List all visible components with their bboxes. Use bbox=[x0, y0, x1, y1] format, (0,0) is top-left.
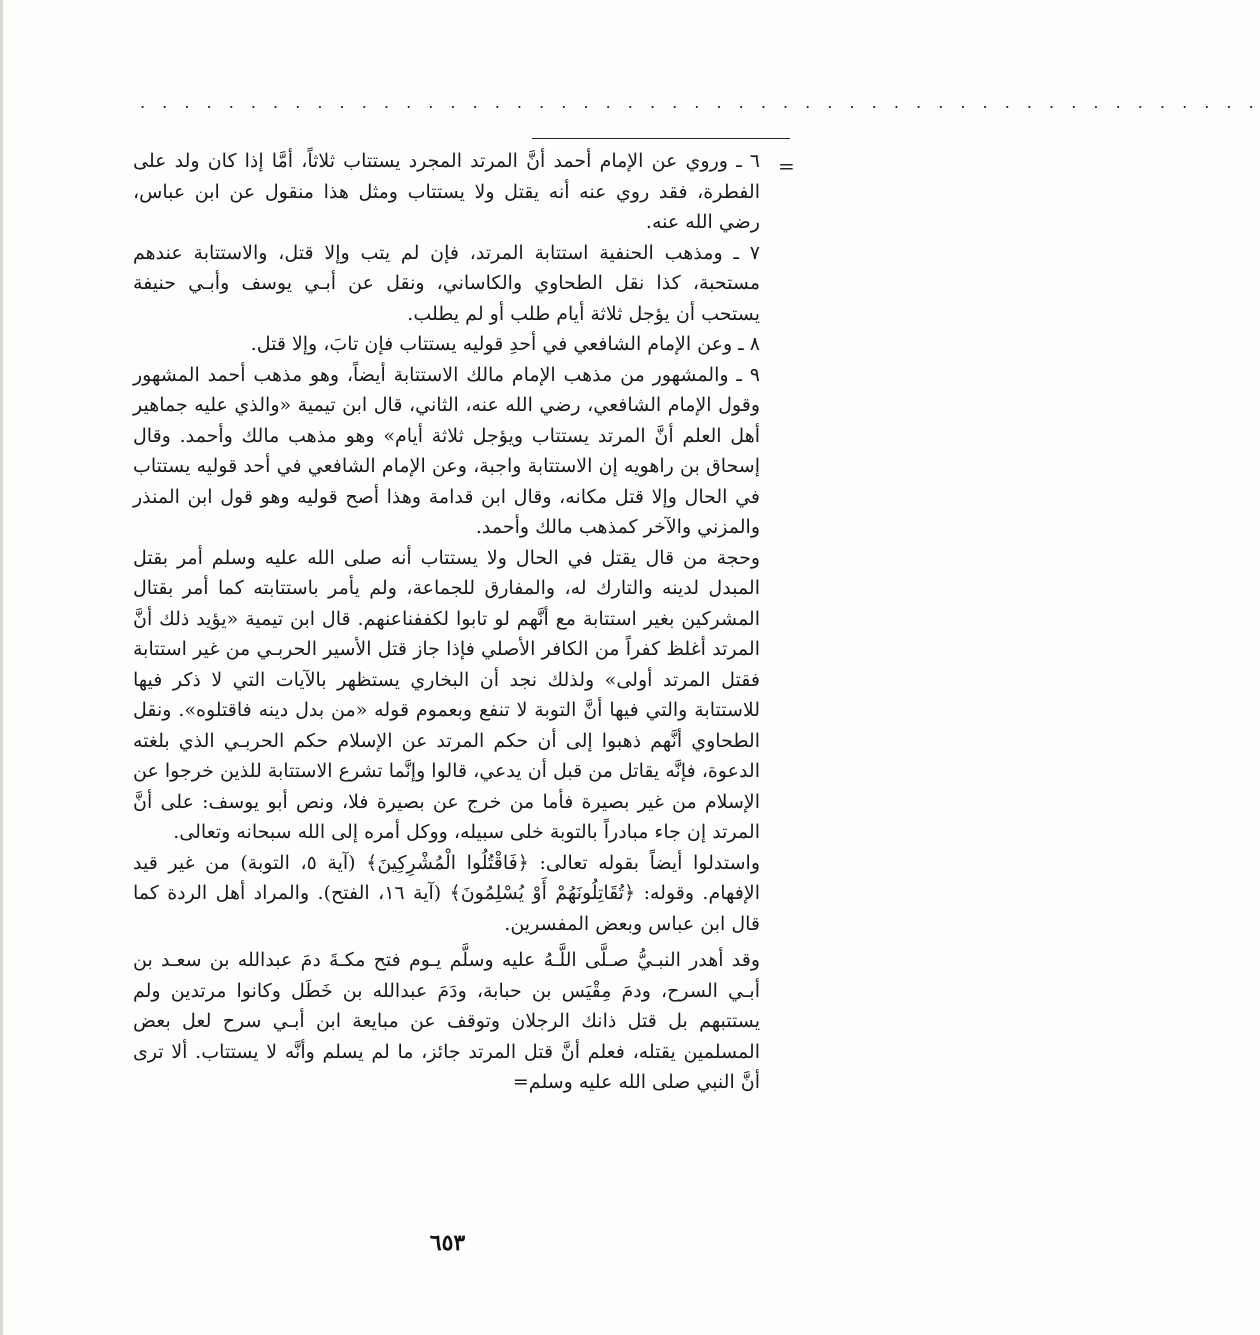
footnote-text bbox=[133, 146, 760, 1098]
dotted-separator: . . . . . . . . . . . . . . . . . . . . . . . . . . . . . . . . . . . . . . . . . . . . . . . . . . . bbox=[140, 93, 1260, 112]
paragraph-8: ٨ ـ وعن الإمام الشافعي في أحدِ قوليه يستتاب فإن تابَ، وإلا قتل. bbox=[250, 333, 760, 355]
footnote-rule bbox=[532, 138, 790, 139]
paragraph-verses: واستدلوا أيضاً بقوله تعالى: ﴿فَاقْتُلُوا الْمُشْرِكِينَ﴾ (آية ٥، التوبة) من غير قيد الإفهام. وقوله: ﴿تُقَاتِلُونَهُمْ أَوْ يُسْلِمُونَ﴾ (آية ١٦، الفتح). والمراد أهل الردة كما قال ابن عباس وبعض المفسرين. bbox=[133, 851, 760, 935]
paragraph-6: ٦ ـ وروي عن الإمام أحمد أنَّ المرتد المجرد يستتاب ثلاثاً، أمَّا إذا كان ولد على الفطرة، فقد روي عنه أنه يقتل ولا يستتاب ومثل هذا منقول عن ابن عباس، رضي الله عنه. bbox=[133, 150, 760, 233]
paragraph-9: ٩ ـ والمشهور من مذهب الإمام مالك الاستتابة أيضاً، وهو مذهب أحمد المشهور وقول الإمام الشافعي، رضي الله عنه، الثاني، قال ابن تيمية «والذي عليه جماهير أهل العلم أنَّ المرتد يستتاب ويؤجل ثلاثة أيام» وهو مذهب مالك وأحمد. وقال إسحاق بن راهويه إن الاستتابة واجبة، وعن الإمام الشافعي في أحد قوليه يستتاب في الحال وإلا قتل مكانه، وقال ابن قدامة وهذا أصح قوليه وهو قول ابن المنذر والمزني والآخر كمذهب مالك وأحمد. bbox=[133, 363, 760, 538]
page-edge bbox=[0, 0, 3, 1335]
paragraph-argument: وحجة من قال يقتل في الحال ولا يستتاب أنه صلى الله عليه وسلم أمر بقتل المبدل لدينه والتارك له، والمفارق للجماعة، ولم يأمر باستتابته كما أمر بقتال المشركين بغير استتابة مع أنَّهم لو تابوا لكففناعنهم. قال ابن تيمية «يؤيد ذلك أنَّ المرتد أغلظ كفراً من الكافر الأصلي فإذا جاز قتل الأسير الحربـي من غير استتابة فقتل المرتد أولى» ولذلك نجد أن البخاري يستظهر بالآيات التي لا ذكر فيها للاستتابة والتي فيها أنَّ التوبة لا تنفع وبعموم قوله «من بدل دينه فاقتلوه». ونقل الطحاوي أنَّهم ذهبوا إلى أن حكم المرتد عن الإسلام حكم الحربـي الذي بلغته الدعوة، فإنَّه يقاتل من قبل أن يدعي، قالوا وإنَّما تشرع الاستتابة للذين خرجوا عن الإسلام من غير بصيرة فأما من خرج عن بصيرة فلا، ونص أبو يوسف: على أنَّ المرتد إن جاء مبادراً بالتوبة خلى سبيله، ووكل أمره إلى الله سبحانه وتعالى. bbox=[133, 546, 760, 843]
paragraph-fath-makkah: وقد أهدر النبـيُّ صـلَّى اللَّـهُ عليه وسلَّم يـوم فتح مكـةَ دمَ عبدالله بن سعـد بن أبـي السرح، ودمَ مِقْيَس بن حبابة، ودَمَ عبدالله بن خَطَل وكانوا مرتدين ولم يستتبهم بل قتل ذانك الرجلان وتوقف عن مبايعة ابن أبـي سرح لعل بعض المسلمين يقتله، فعلم أنَّ قتل المرتد جائز، ما لم يسلم وأنَّه لا يستتاب. ألا ترى أنَّ النبي صلى الله عليه وسلم= bbox=[133, 949, 760, 1093]
paragraph-7: ٧ ـ ومذهب الحنفية استتابة المرتد، فإن لم يتب وإلا قتل، والاستتابة عندهم مستحبة، كذا نقل الطحاوي والكاساني، ونقل عن أبـي يوسف وأبـي حنيفة يستحب أن يؤجل ثلاثة أيام طلب أو لم يطلب. bbox=[133, 241, 760, 325]
continuation-mark: = bbox=[778, 154, 795, 178]
page-number: ٦٥٣ bbox=[429, 1230, 466, 1256]
